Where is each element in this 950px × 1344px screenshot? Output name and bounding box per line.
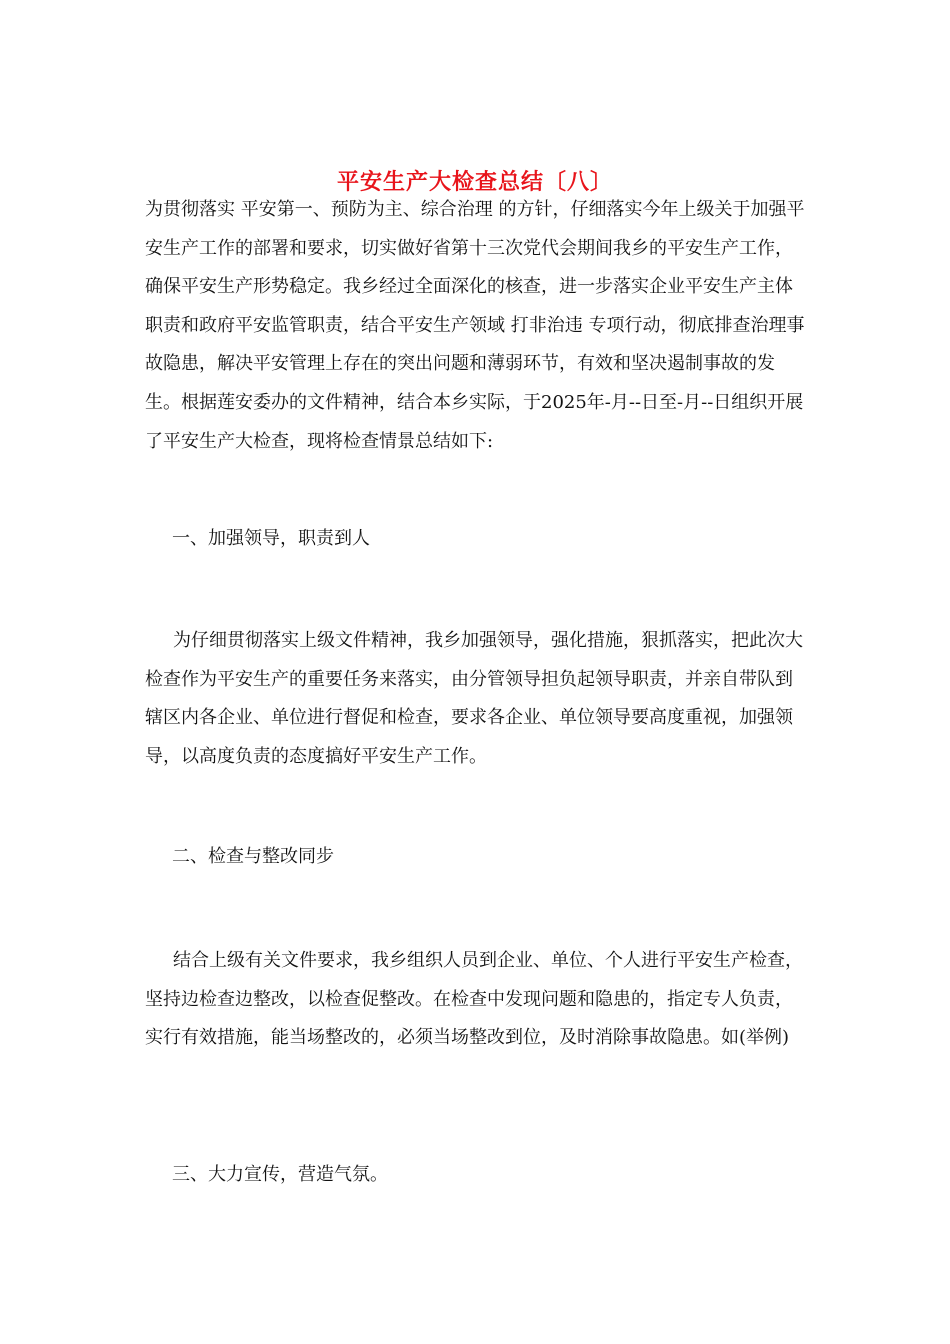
section-heading-2: 二、检查与整改同步 — [172, 846, 334, 867]
section-heading-1: 一、加强领导，职责到人 — [172, 528, 370, 549]
section-body-2: 结合上级有关文件要求，我乡组织人员到企业、单位、个人进行平安生产检查，坚持边检查边整改，以检查促整改。在检查中发现问题和隐患的，指定专人负责，实行有效措施，能当场整改的，必须当场整改到位，及时消除事故隐患。如(举例) — [145, 950, 803, 1049]
section-body-1: 为仔细贯彻落实上级文件精神，我乡加强领导，强化措施，狠抓落实，把此次大检查作为平安生产的重要任务来落实，由分管领导担负起领导职责，并亲自带队到辖区内各企业、单位进行督促和检查，要求各企业、单位领导要高度重视，加强领导，以高度负责的态度搞好平安生产工作。 — [145, 630, 803, 767]
document-title: 平安生产大检查总结〔八〕 — [336, 168, 613, 195]
intro-paragraph: 为贯彻落实 平安第一、预防为主、综合治理 的方针，仔细落实今年上级关于加强平安生产工作的部署和要求，切实做好省第十三次党代会期间我乡的平安生产工作，确保平安生产形势稳定。我乡经过全面深化的核查，进一步落实企业平安生产主体职责和政府平安监管职责，结合平安生产领域 打非治违 专项行动，彻底排查治理事故隐患，解决平安管理上存在的突出问题和薄弱环节，有效和坚决遏制事故的发生。根据莲安委办的文件精神，结合本乡实际，于2025年-月--日至-月--日组织开展了平安生产大检查，现将检查情景总结如下: — [145, 199, 805, 452]
section-heading-3: 三、大力宣传，营造气氛。 — [172, 1164, 388, 1185]
